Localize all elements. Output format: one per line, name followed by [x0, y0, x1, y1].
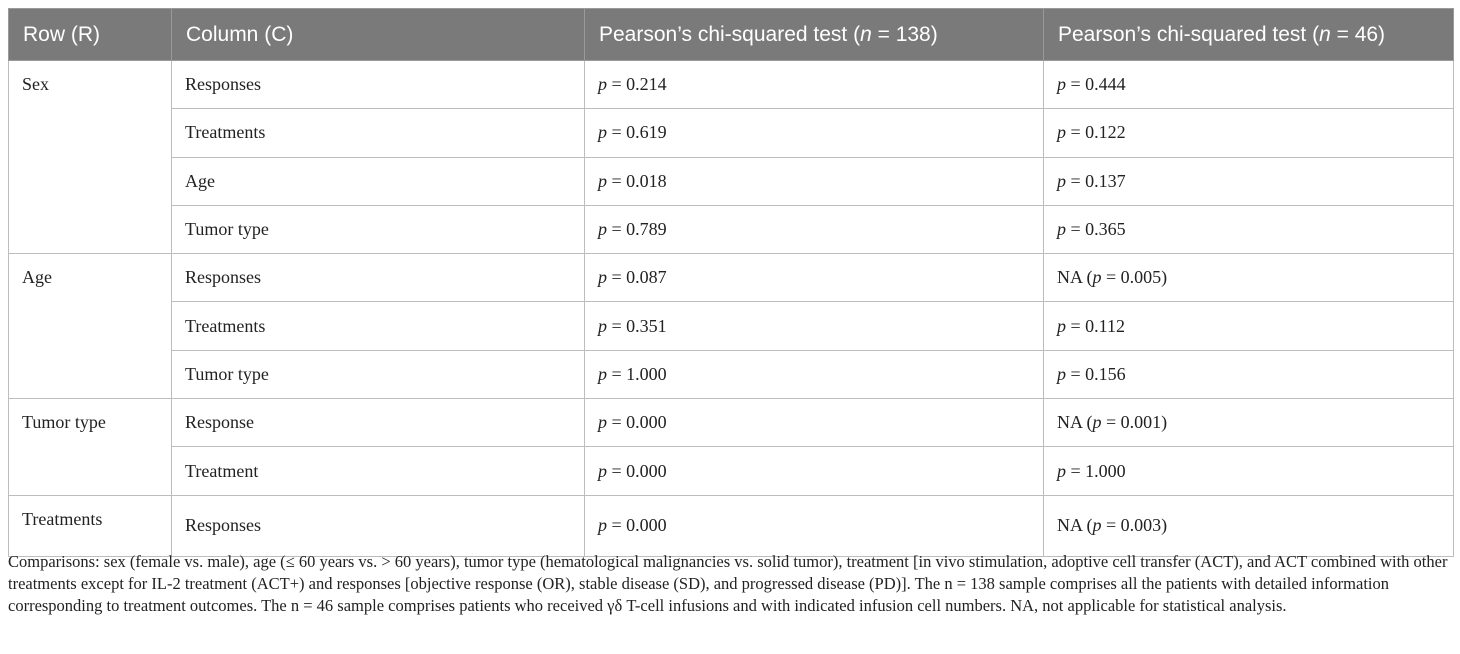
p-symbol: p: [598, 74, 607, 95]
p-symbol: p: [598, 515, 607, 536]
p-symbol: p: [1057, 460, 1066, 481]
p-value-n46-cell: [1044, 254, 1454, 302]
p-symbol: p: [598, 267, 607, 288]
column-variable-cell: Treatments: [172, 302, 585, 350]
header-column-label: Column (C): [172, 9, 585, 61]
p-symbol: p: [598, 460, 607, 481]
p-symbol: p: [1057, 74, 1066, 95]
p-symbol: p: [598, 363, 607, 384]
p-value-n46: = 0.001: [1101, 412, 1162, 433]
p-value-n46: = 0.122: [1066, 122, 1126, 143]
p-value-n46-cell: [1044, 205, 1454, 253]
column-variable-cell: Treatment: [172, 447, 585, 495]
p-value-n46-cell: [1044, 495, 1454, 556]
p-symbol: p: [1057, 170, 1066, 191]
p-value-n138-cell: [585, 399, 1044, 447]
p-value-n138: = 0.789: [607, 219, 667, 240]
p-symbol: p: [1092, 267, 1102, 288]
p-symbol: p: [598, 122, 607, 143]
column-variable-cell: Responses: [172, 495, 585, 556]
p-symbol: p: [598, 219, 607, 240]
table-row: [9, 447, 1454, 495]
header-test-n46: Pearson’s chi-squared test (n = 46): [1044, 9, 1454, 61]
results-table-container: [8, 8, 1453, 557]
p-value-n138-cell: [585, 447, 1044, 495]
p-symbol: p: [1057, 363, 1066, 384]
table-row: [9, 205, 1454, 253]
p-symbol: p: [598, 315, 607, 336]
p-value-n138: = 0.018: [607, 170, 667, 191]
na-prefix: NA (: [1057, 412, 1093, 433]
header-row: [9, 9, 1454, 61]
p-value-n46-cell: [1044, 350, 1454, 398]
table-row: [9, 302, 1454, 350]
p-value-n138: = 1.000: [607, 363, 667, 384]
p-value-n138-cell: [585, 109, 1044, 157]
p-value-n46-cell: [1044, 61, 1454, 109]
p-value-n138: = 0.000: [607, 515, 667, 536]
p-value-n138: = 0.214: [607, 74, 667, 95]
p-value-n46: = 0.112: [1066, 315, 1125, 336]
na-suffix: ): [1161, 515, 1168, 536]
p-value-n46-cell: [1044, 109, 1454, 157]
p-value-n138: = 0.087: [607, 267, 667, 288]
na-suffix: ): [1161, 412, 1168, 433]
p-symbol: p: [1057, 219, 1066, 240]
p-value-n138-cell: [585, 350, 1044, 398]
p-value-n46: = 0.444: [1066, 74, 1126, 95]
p-value-n46-cell: [1044, 302, 1454, 350]
header-row-label: Row (R): [9, 9, 172, 61]
column-variable-cell: Responses: [172, 254, 585, 302]
p-value-n138: = 0.351: [607, 315, 667, 336]
column-variable-cell: Responses: [172, 61, 585, 109]
table-row: [9, 109, 1454, 157]
p-value-n138: = 0.619: [607, 122, 667, 143]
p-value-n46-cell: [1044, 447, 1454, 495]
column-variable-cell: Treatments: [172, 109, 585, 157]
table-row: [9, 157, 1454, 205]
p-value-n46: = 0.005: [1101, 267, 1162, 288]
row-variable-cell: Treatments: [9, 495, 172, 556]
p-symbol: p: [1092, 515, 1102, 536]
table-footnote: Comparisons: sex (female vs. male), age (≤ 60 years vs. > 60 years), tumor type (hematological malignancies vs. solid tumor), treatment [in vivo stimulation, adoptive cell transfer (ACT), and ACT combined with other treatments except for IL-2 treatment (ACT+) and responses [objective response (OR), stable disease (SD), and progressed disease (PD)]. The n = 138 sample comprises all the patients with detailed information corresponding to treatment outcomes. The n = 46 sample comprises patients who received γδ T-cell infusions and with indicated infusion cell numbers. NA, not applicable for statistical analysis.: [8, 552, 1448, 615]
row-variable-cell: Age: [9, 254, 172, 399]
p-value-n138-cell: [585, 254, 1044, 302]
p-value-n46: = 0.365: [1066, 219, 1126, 240]
p-value-n138-cell: [585, 61, 1044, 109]
row-variable-cell: Tumor type: [9, 399, 172, 496]
p-symbol: p: [1057, 122, 1066, 143]
p-value-n138-cell: [585, 205, 1044, 253]
chi-squared-table: [8, 8, 1454, 557]
p-value-n138-cell: [585, 157, 1044, 205]
p-value-n46: = 0.003: [1101, 515, 1162, 536]
na-prefix: NA (: [1057, 267, 1093, 288]
p-value-n138-cell: [585, 302, 1044, 350]
column-variable-cell: Age: [172, 157, 585, 205]
p-value-n46-cell: [1044, 157, 1454, 205]
table-row: [9, 399, 1454, 447]
row-variable-cell: Sex: [9, 61, 172, 254]
table-row: [9, 350, 1454, 398]
column-variable-cell: Tumor type: [172, 350, 585, 398]
header-test-n138: Pearson’s chi-squared test (n = 138): [585, 9, 1044, 61]
p-value-n46: = 0.137: [1066, 170, 1126, 191]
p-value-n138: = 0.000: [607, 460, 667, 481]
p-symbol: p: [598, 412, 607, 433]
table-row: [9, 61, 1454, 109]
column-variable-cell: Response: [172, 399, 585, 447]
p-symbol: p: [1092, 412, 1102, 433]
p-value-n46: = 0.156: [1066, 363, 1126, 384]
p-value-n138: = 0.000: [607, 412, 667, 433]
na-suffix: ): [1161, 267, 1168, 288]
table-row: [9, 495, 1454, 556]
p-symbol: p: [598, 170, 607, 191]
p-symbol: p: [1057, 315, 1066, 336]
column-variable-cell: Tumor type: [172, 205, 585, 253]
p-value-n46: = 1.000: [1066, 460, 1126, 481]
p-value-n138-cell: [585, 495, 1044, 556]
p-value-n46-cell: [1044, 399, 1454, 447]
na-prefix: NA (: [1057, 515, 1093, 536]
table-row: [9, 254, 1454, 302]
